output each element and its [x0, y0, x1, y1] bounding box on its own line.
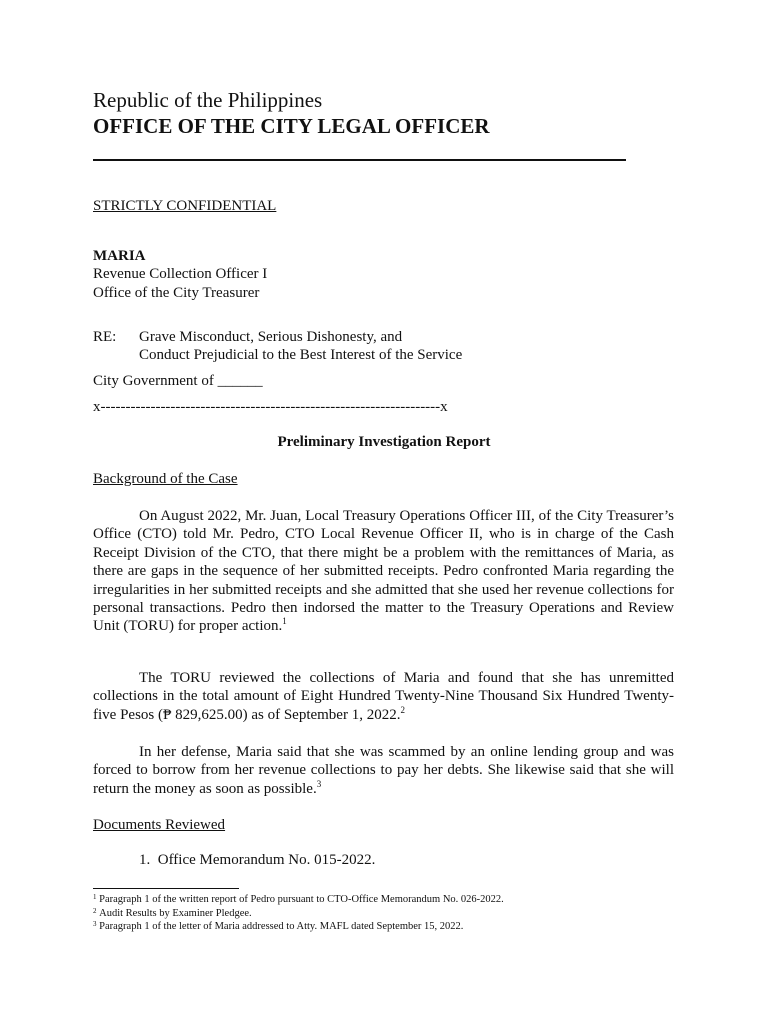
paragraph-text: On August 2022, Mr. Juan, Local Treasury Operations Officer III, of the City Treasurer’s Office (CTO) told Mr. Pedro, CTO Local Revenue Officer II, who is in charge of the Cash Receipt Division of the CTO, that there might be a problem with the remittances of Maria, as there are gaps in the sequence of her submitted receipts. Pedro confronted Maria regarding the irregularities in her submitted receipts and she admitted that she used her revenue collections for personal transactions. Pedro then indorsed the matter to the Treasury Operations and Review Unit (TORU) for proper action. — [93, 508, 674, 635]
footnote-number: 3 — [93, 920, 97, 928]
footnote-divider — [93, 888, 239, 889]
addressee-office: Office of the City Treasurer — [93, 285, 260, 301]
footnote-number: 1 — [93, 893, 97, 901]
re-line-2: Conduct Prejudicial to the Best Interest of the Service — [139, 347, 463, 363]
list-number: 1. — [139, 852, 158, 868]
documents-list-item — [139, 852, 375, 869]
footnote-ref: 3 — [316, 778, 322, 789]
footnote-text: Paragraph 1 of the letter of Maria addressed to Atty. MAFL dated September 15, 2022. — [99, 921, 464, 932]
background-heading: Background of the Case — [93, 471, 238, 487]
footnote-2 — [93, 908, 252, 919]
republic-heading: Republic of the Philippines — [93, 88, 323, 112]
paragraph-text: In her defense, Maria said that she was scammed by an online lending group and was forced to borrow from her revenue collections to pay her debts. She likewise said that she will return the money as soon as possible. — [93, 744, 674, 797]
footnote-ref: 2 — [400, 704, 405, 715]
confidential-label: STRICTLY CONFIDENTIAL — [93, 198, 277, 214]
city-government-line: City Government of ______ — [93, 373, 263, 389]
header-divider — [93, 159, 626, 161]
addressee-position: Revenue Collection Officer I — [93, 266, 268, 282]
re-label: RE: — [93, 329, 117, 345]
documents-heading: Documents Reviewed — [93, 817, 226, 833]
list-item-text: Office Memorandum No. 015-2022. — [157, 852, 376, 868]
background-paragraph-2 — [93, 669, 674, 724]
footnote-ref: 1 — [282, 616, 287, 627]
re-line-1: Grave Misconduct, Serious Dishonesty, and — [139, 329, 403, 345]
footnote-number: 2 — [93, 907, 97, 915]
office-heading: OFFICE OF THE CITY LEGAL OFFICER — [93, 114, 490, 138]
report-title: Preliminary Investigation Report — [277, 434, 491, 450]
separator-line: x--------------------------------------------------------------------x — [93, 399, 448, 415]
footnote-text: Audit Results by Examiner Pledgee. — [99, 908, 252, 919]
background-paragraph-1 — [93, 507, 674, 636]
background-paragraph-3 — [93, 743, 674, 798]
footnote-text: Paragraph 1 of the written report of Pedro pursuant to CTO-Office Memorandum No. 026-2022. — [99, 894, 504, 905]
footnote-3 — [93, 921, 463, 932]
paragraph-text: The TORU reviewed the collections of Maria and found that she has unremitted collections in the total amount of Eight Hundred Twenty-Nine Thousand Six Hundred Twenty-five Pesos (₱ 829,625.00) as of September 1, 2022. — [93, 670, 674, 723]
footnote-1 — [93, 894, 504, 905]
addressee-name: MARIA — [93, 248, 146, 264]
